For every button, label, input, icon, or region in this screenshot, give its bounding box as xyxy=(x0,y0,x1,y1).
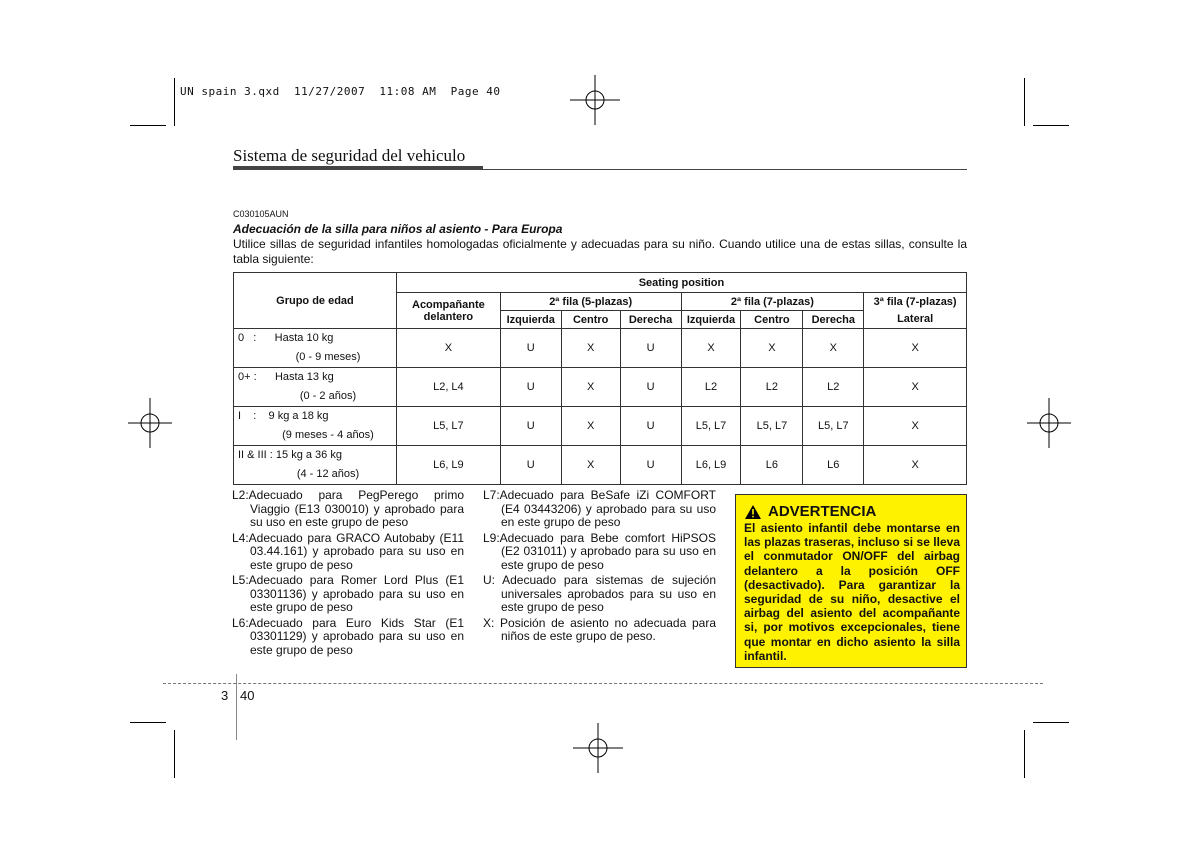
age-group-cell xyxy=(234,446,397,485)
table-cell: X xyxy=(561,368,620,407)
sub-header: Centro xyxy=(561,311,620,329)
note-item: L6:Adecuado para Euro Kids Star (E1 03301129) y aprobado para su uso en este grupo de peso xyxy=(232,615,464,657)
page-number xyxy=(221,688,228,703)
table-cell: L2 xyxy=(803,368,864,407)
age-group-weight: I : 9 kg a 18 kg xyxy=(238,410,329,422)
notes-left xyxy=(232,489,464,659)
registration-mark-icon xyxy=(570,75,620,125)
warning-title: ADVERTENCIA xyxy=(768,503,877,520)
notes-right xyxy=(483,489,716,646)
warning-header xyxy=(744,503,960,520)
section-subtitle: Adecuación de la silla para niños al asiento - Para Europa xyxy=(233,222,563,236)
table-cell: L5, L7 xyxy=(396,407,500,446)
warning-triangle-icon xyxy=(744,504,762,520)
header-rule-accent xyxy=(233,166,483,170)
table-cell: U xyxy=(500,446,561,485)
table-row xyxy=(234,407,967,446)
table-cell: L2 xyxy=(741,368,803,407)
note-item: L7:Adecuado para BeSafe iZi COMFORT (E4 03443206) y aprobado para su uso en este grupo de peso xyxy=(483,488,716,529)
section-intro: Utilice sillas de seguridad infantiles homologadas oficialmente y adecuadas para su niño. Cuando utilice una de estas sillas, consulte la tabla siguiente: xyxy=(233,237,967,266)
table-cell: U xyxy=(620,446,681,485)
note-item: L2:Adecuado para PegPerego primo Viaggio (E13 030010) y aprobado para su uso en este grupo de peso xyxy=(232,488,464,529)
table-cell: X xyxy=(681,329,741,368)
front-header: Acompañante delantero xyxy=(396,293,500,329)
crop-mark xyxy=(1024,78,1025,126)
table-cell: U xyxy=(500,329,561,368)
table-row xyxy=(234,329,967,368)
table-cell: U xyxy=(500,407,561,446)
table-cell: X xyxy=(864,407,967,446)
row2-5-header: 2ª fila (5-plazas) xyxy=(500,293,681,311)
age-group-age: (0 - 2 años) xyxy=(299,390,357,402)
age-group-weight: 0+ : Hasta 13 kg xyxy=(238,371,334,383)
table-cell: L5, L7 xyxy=(803,407,864,446)
note-item: L9:Adecuado para Bebe comfort HiPSOS (E2 031011) y aprobado para su uso en este grupo de peso xyxy=(483,530,716,572)
crop-mark xyxy=(1033,125,1069,126)
footer-rule xyxy=(163,683,1043,684)
age-group-cell xyxy=(234,329,397,368)
sub-header: Centro xyxy=(741,311,803,329)
note-item: L4:Adecuado para GRACO Autobaby (E11 03.44.161) y aprobado para su uso en este grupo de peso xyxy=(232,530,464,572)
seating-table xyxy=(233,272,967,485)
table-cell: L6, L9 xyxy=(681,446,741,485)
crop-mark xyxy=(1033,722,1069,723)
row3-header: 3ª fila (7-plazas) xyxy=(864,293,967,311)
table-cell: U xyxy=(500,368,561,407)
table-cell: L2, L4 xyxy=(396,368,500,407)
table-row xyxy=(234,368,967,407)
section-code: C030105AUN xyxy=(233,209,289,219)
table-cell: L6, L9 xyxy=(396,446,500,485)
sub-header: Derecha xyxy=(803,311,864,329)
sub-header: Lateral xyxy=(864,311,967,329)
warning-box xyxy=(735,494,967,668)
crop-mark xyxy=(130,722,166,723)
sub-header: Izquierda xyxy=(500,311,561,329)
table-row xyxy=(234,446,967,485)
age-group-cell xyxy=(234,368,397,407)
crop-mark xyxy=(130,125,166,126)
row2-7-header: 2ª fila (7-plazas) xyxy=(681,293,864,311)
page-number-value: 40 xyxy=(240,688,255,703)
age-group-age: (0 - 9 meses) xyxy=(295,351,361,363)
sub-header: Izquierda xyxy=(681,311,741,329)
registration-mark-icon xyxy=(1027,398,1071,448)
registration-mark-icon xyxy=(573,723,623,773)
table-cell: L6 xyxy=(741,446,803,485)
table-cell: L5, L7 xyxy=(741,407,803,446)
crop-mark xyxy=(174,78,175,126)
note-item: X: Posición de asiento no adecuada para niños de este grupo de peso. xyxy=(483,615,716,643)
age-group-age: (9 meses - 4 años) xyxy=(282,429,374,441)
table-cell: X xyxy=(561,407,620,446)
page-number xyxy=(240,688,254,703)
page-title: Sistema de seguridad del vehiculo xyxy=(233,146,466,165)
sub-header: Derecha xyxy=(620,311,681,329)
table-cell: U xyxy=(620,329,681,368)
note-item: L5:Adecuado para Romer Lord Plus (E1 03301136) y aprobado para su uso en este grupo de peso xyxy=(232,573,464,614)
table-cell: X xyxy=(561,329,620,368)
chapter-number: 3 xyxy=(221,688,229,703)
age-group-weight: II & III : 15 kg a 36 kg xyxy=(238,449,342,461)
table-cell: X xyxy=(741,329,803,368)
table-cell: L6 xyxy=(803,446,864,485)
table-cell: X xyxy=(864,446,967,485)
table-body xyxy=(234,329,967,485)
age-group-cell xyxy=(234,407,397,446)
group-header: Grupo de edad xyxy=(234,273,397,329)
footer-divider xyxy=(236,674,237,740)
print-slug: UN spain 3.qxd 11/27/2007 11:08 AM Page 40 xyxy=(180,85,501,98)
warning-body: El asiento infantil debe montarse en las plazas traseras, incluso si se lleva el conmutador ON/OFF del airbag delantero a la posición OFF (desactivado). Para garantizar la seguridad de su niño, desactive el airbag del asiento del acompañante si, por motivos excepcionales, tiene que montar en dicho asiento la silla infantil. xyxy=(744,521,960,663)
table-cell: X xyxy=(864,368,967,407)
age-group-age: (4 - 12 años) xyxy=(296,468,360,480)
note-item: U: Adecuado para sistemas de sujeción universales aprobados para su uso en este grupo de peso xyxy=(483,573,716,614)
table-cell: U xyxy=(620,407,681,446)
table-cell: X xyxy=(561,446,620,485)
registration-mark-icon xyxy=(128,398,172,448)
table-cell: L2 xyxy=(681,368,741,407)
table-cell: U xyxy=(620,368,681,407)
seating-header: Seating position xyxy=(396,273,966,293)
table-cell: X xyxy=(396,329,500,368)
table-cell: X xyxy=(864,329,967,368)
crop-mark xyxy=(174,730,175,778)
table-cell: X xyxy=(803,329,864,368)
table-cell: L5, L7 xyxy=(681,407,741,446)
age-group-weight: 0 : Hasta 10 kg xyxy=(238,332,334,344)
crop-mark xyxy=(1024,730,1025,778)
